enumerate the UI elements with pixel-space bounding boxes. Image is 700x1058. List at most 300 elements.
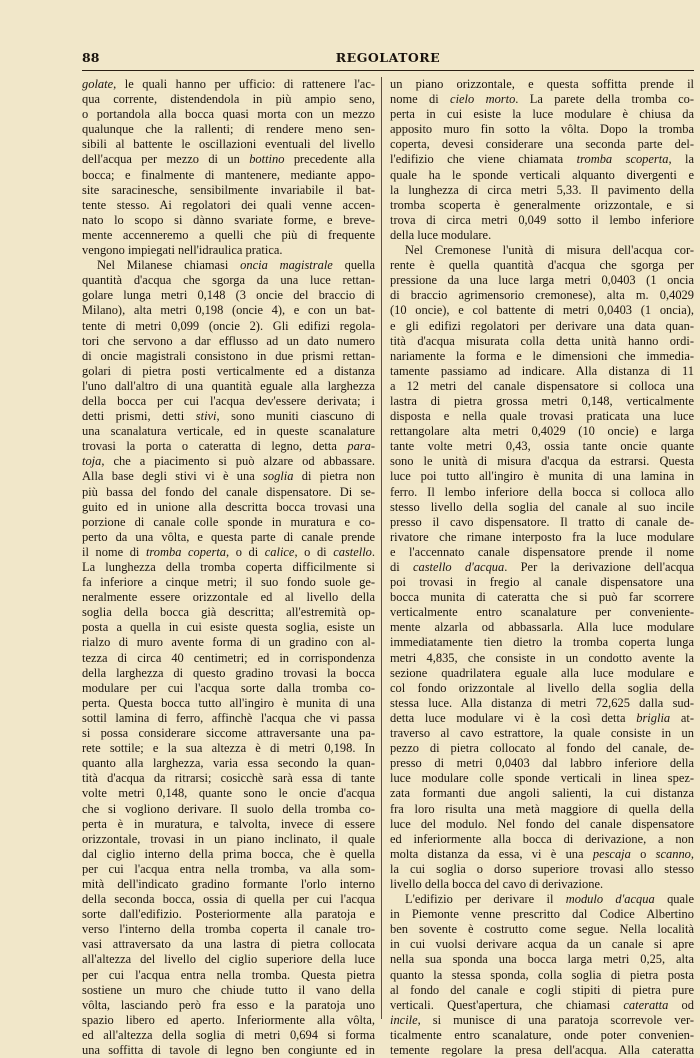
- text-run: coperta, devesi considerare una seconda parte del-: [390, 137, 694, 152]
- text-line: [82, 726, 375, 741]
- text-run: . Per la derivazione dell'acqua: [504, 560, 694, 574]
- italic-term: briglia: [636, 710, 671, 725]
- text-line: [390, 364, 694, 379]
- text-run: un piano orizzontale, e questa soffitta prende il: [390, 77, 694, 91]
- text-run: Milano), alta metri 0,198 (oncie 4), e con un bat-: [82, 303, 375, 318]
- text-run: di oncie magistrali consistono in due prismi rettan-: [82, 348, 375, 363]
- text-line: [390, 228, 694, 243]
- text-line: [390, 756, 694, 771]
- italic-term: toja: [82, 454, 102, 469]
- text-run: molta distanza da essa, vi è una: [390, 846, 593, 861]
- text-run: nariamente la forma e le dimensioni che immedia-: [390, 348, 694, 363]
- italic-term: bottino: [249, 152, 285, 167]
- text-line: [390, 711, 694, 726]
- text-run: l'uno dall'altro di una quantità eguale alla larghezza: [82, 378, 375, 393]
- italic-term: oncia magistrale: [240, 258, 333, 273]
- text-line: [82, 213, 375, 228]
- text-line: [390, 303, 694, 318]
- text-line: [82, 152, 375, 167]
- text-run: di braccio agrimensorio cremonese), alta m. 0,4029: [390, 288, 694, 303]
- text-line: [390, 213, 694, 228]
- text-line: [82, 500, 375, 515]
- text-run: Nel Cremonese l'unità di misura dell'acqua cor-: [405, 243, 694, 258]
- text-run: tente stesso. Ai regolatori dei quali venne accen-: [82, 197, 375, 212]
- text-line: [82, 454, 375, 469]
- text-line: [82, 952, 375, 967]
- text-run: di: [390, 560, 413, 574]
- text-line: [82, 802, 375, 817]
- text-run: Alla base degli stivi vi è una: [82, 469, 264, 484]
- text-line: [390, 817, 694, 832]
- text-run: quale ha le sponde verticali alquanto divergenti e: [390, 167, 694, 182]
- italic-term: soglia: [263, 469, 294, 484]
- text-run: tante volte metri 0,43, ossia tante oncie quante: [390, 439, 694, 454]
- text-run: l'edifizio che viene chiamata: [390, 152, 577, 167]
- text-run: e gli edifizi regolatori per derivare una data quan-: [390, 318, 694, 333]
- italic-term: modulo d'acqua: [565, 892, 655, 907]
- text-line: [82, 439, 375, 454]
- text-line: [390, 862, 694, 877]
- text-line: [390, 545, 694, 560]
- text-line: [82, 319, 375, 334]
- text-line: [390, 786, 694, 801]
- text-run: il nome di: [82, 544, 146, 559]
- text-run: , o di: [226, 544, 265, 559]
- text-run: dal ciglio interno della prima bocca, che è quella: [82, 846, 375, 861]
- text-line: [82, 666, 375, 681]
- text-run: al fondo del canale e cogli stipiti di pietra pure: [390, 982, 694, 997]
- text-line: [82, 107, 375, 122]
- text-line: [390, 515, 694, 530]
- text-run: della larghezza di questo gradino trovasi la bocca: [82, 665, 375, 680]
- text-run: metri 4,835, che consiste in un condotto avente la: [390, 650, 694, 665]
- text-line: [82, 273, 375, 288]
- text-line: [82, 469, 375, 484]
- text-run: poi trovasi in fregio al canale dispensatore una: [390, 575, 694, 590]
- text-run: vôlta, lasciando però fra esso e la paratoja uno: [82, 997, 375, 1012]
- italic-term: tromba scoperta: [576, 152, 669, 167]
- text-run: sibili al battente le oscillazioni eventuali del livello: [82, 137, 375, 152]
- text-run: disposta e nella quale trovasi praticata una luce: [390, 409, 694, 424]
- text-run: detta luce modulare vi è la così detta: [390, 710, 637, 725]
- text-run: at-: [670, 710, 694, 725]
- text-run: pezzo di pietra collocato al fondo del canale, de-: [390, 741, 694, 756]
- text-line: [390, 137, 694, 152]
- text-line: [390, 907, 694, 922]
- text-run: più bassa del fondo del canale dispensatore. Di se-: [82, 484, 375, 499]
- text-line: [82, 696, 375, 711]
- text-line: [390, 983, 694, 998]
- text-line: [82, 485, 375, 500]
- text-line: [390, 681, 694, 696]
- italic-term: incile: [390, 1012, 418, 1027]
- text-run: stesso livello della soglia del canale al suo incile: [390, 499, 694, 514]
- text-run: fa inferiore a cinque metri; il suo fondo suole ge-: [82, 575, 375, 590]
- text-run: per cui l'acqua entra nella tromba, va alla som-: [82, 861, 375, 876]
- text-line: [82, 183, 375, 198]
- text-run: golare lunga metri 0,148 (3 oncie del braccio di: [82, 288, 375, 303]
- text-line: [390, 258, 694, 273]
- text-run: trovasi la porta o cateratta di legno, detta: [82, 439, 348, 454]
- text-line: [390, 877, 694, 892]
- text-run: verso l'interno della tromba coperta il canale tro-: [82, 922, 375, 937]
- text-run: detti prismi, detti: [82, 409, 196, 424]
- text-run: perta è in muratura, e talvolta, invece di essere: [82, 816, 375, 831]
- text-run: vengono impiegati nell'idraulica pratica.: [82, 243, 283, 258]
- text-run: Nel Milanese chiamasi: [97, 258, 241, 273]
- text-run: bocca; e finalmente di mantenere, mediante appo-: [82, 167, 375, 182]
- text-line: [82, 605, 375, 620]
- text-line: [82, 907, 375, 922]
- text-line: [390, 469, 694, 484]
- text-run: volte metri 0,148, quante sono le oncie d'acqua: [82, 786, 375, 801]
- text-line: [82, 92, 375, 107]
- text-run: pressione da una luce larga metri 0,0403 (1 oncia: [390, 273, 694, 288]
- text-line: [82, 1028, 375, 1043]
- text-line: [82, 364, 375, 379]
- text-run: rivatore che rimane interposto fra la luce modulare: [390, 529, 694, 544]
- text-line: [82, 1043, 375, 1058]
- text-run: tità d'acqua misurata colla detta unità hanno ordi-: [390, 333, 694, 348]
- text-run: , o di: [294, 544, 334, 559]
- italic-term: para-: [347, 439, 375, 454]
- text-run: luce del modulo. Nel fondo del canale dispensatore: [390, 816, 694, 831]
- text-run: golari di pietra posti verticalmente ed a distanza: [82, 363, 375, 378]
- text-line: [390, 107, 694, 122]
- text-run: ed inferiormente alla bocca di derivazione, a non: [390, 831, 694, 846]
- text-run: mità dell'indicato gradino formante l'orlo interno: [82, 876, 375, 891]
- text-run: si possa considerare siccome attraversante una pa-: [82, 726, 375, 741]
- text-line: [390, 530, 694, 545]
- text-line: [82, 243, 375, 258]
- text-run: rettangolare alta metri 0,4029 (10 oncie) e larga: [390, 424, 694, 439]
- text-line: [390, 288, 694, 303]
- text-run: porzione di canale colle sponde in muratura e co-: [82, 514, 375, 529]
- italic-term: castello d'acqua: [412, 560, 505, 574]
- italic-term: cateratta: [623, 997, 669, 1012]
- text-line: [82, 1013, 375, 1028]
- text-line: [82, 349, 375, 364]
- text-run: La lunghezza della tromba coperta difficilmente si: [82, 560, 375, 574]
- text-run: orizzontale, trovasi in un piano inclinato, il quale: [82, 831, 375, 846]
- text-line: [390, 1043, 694, 1058]
- text-run: presso di metri 0,0403 dal labbro inferiore della: [390, 756, 694, 771]
- italic-term: calice: [264, 544, 295, 559]
- text-run: nato lo scopo si dànno svariate forme, e breve-: [82, 212, 375, 227]
- text-run: ,: [690, 846, 695, 861]
- text-run: nome di: [390, 92, 451, 107]
- text-run: ticalmente entro scanalature, onde poter convenien-: [390, 1027, 694, 1042]
- text-line: [390, 605, 694, 620]
- text-line: [82, 681, 375, 696]
- text-line: [390, 575, 694, 590]
- text-run: , la: [668, 152, 694, 167]
- text-run: , che a piacimento si può alzare od abbassare.: [101, 454, 375, 469]
- text-run: tori che servono a dar efflusso ad un dato numero: [82, 333, 375, 348]
- right-column: [390, 77, 694, 1058]
- text-run: sottil lamina di ferro, affinchè l'acqua che vi passa: [82, 710, 375, 725]
- text-run: ferro. Il lembo inferiore della bocca si colloca allo: [390, 484, 694, 499]
- text-run: (10 oncie), e col battente di metri 0,0403 (1 oncia),: [390, 303, 694, 318]
- text-run: perta. Questa bocca tutto all'ingiro è munita di una: [82, 695, 375, 710]
- text-run: vasi attraversato da una lastra di pietra collocata: [82, 937, 375, 952]
- text-run: a 12 metri del canale dispensatore si colloca una: [390, 378, 694, 393]
- text-run: stessa luce. Alla distanza di metri 72,625 dalla sud-: [390, 695, 694, 710]
- text-line: [390, 273, 694, 288]
- text-line: [82, 409, 375, 424]
- text-line: [390, 937, 694, 952]
- text-line: [82, 922, 375, 937]
- italic-term: tromba coperta: [145, 544, 226, 559]
- italic-term: pescaja: [592, 846, 631, 861]
- text-run: site saracinesche, sensibilmente invariabile il bat-: [82, 182, 375, 197]
- text-line: [390, 771, 694, 786]
- text-line: [390, 635, 694, 650]
- text-run: quanto la stessa sponda, colla soglia di pietra posta: [390, 967, 694, 982]
- text-line: [82, 771, 375, 786]
- text-line: [390, 183, 694, 198]
- text-line: [82, 786, 375, 801]
- text-run: livello della bocca del cavo di derivazione.: [390, 876, 604, 891]
- italic-term: stivi: [195, 409, 217, 424]
- text-line: [390, 922, 694, 937]
- text-run: lastra di pietra grossa metri 0,148, verticalmente: [390, 393, 694, 408]
- text-run: rialzo di muro avente forma di un gradino con al-: [82, 635, 375, 650]
- text-line: [390, 590, 694, 605]
- text-run: posta a quella in cui esiste questa soglia, esiste un: [82, 620, 375, 635]
- text-line: [82, 847, 375, 862]
- text-run: bocca munita di cateratta che si può far scorrere: [390, 590, 694, 605]
- text-run: spazio libero ed aperto. Inferiormente alla vôlta,: [82, 1012, 375, 1027]
- text-line: [390, 968, 694, 983]
- text-line: [390, 892, 694, 907]
- text-line: [390, 409, 694, 424]
- text-line: [390, 485, 694, 500]
- text-line: [82, 877, 375, 892]
- text-line: [82, 334, 375, 349]
- text-line: [390, 454, 694, 469]
- text-line: [390, 802, 694, 817]
- text-run: quantità d'acqua che sgorga da una luce rettan-: [82, 273, 375, 288]
- text-run: in Piemonte venne prescritto dal Codice Albertino: [390, 907, 694, 922]
- text-run: in cui vuolsi derivare acqua da un canale si apre: [390, 937, 694, 952]
- text-line: [390, 168, 694, 183]
- text-run: , le quali hanno per ufficio: di rattenere l'ac-: [113, 77, 375, 91]
- text-line: [82, 198, 375, 213]
- text-run: rente è quella quantità d'acqua che sgorga per: [390, 258, 694, 273]
- text-run: soglia della bocca già descritta; all'estremità op-: [82, 605, 375, 620]
- text-run: la cui soglia o dorso superiore trovasi allo stesso: [390, 861, 694, 876]
- text-run: trova di circa metri 0,049 sotto il lembo inferiore: [390, 212, 694, 227]
- text-run: apposito muro fin sotto la vôlta. Dopo la tromba: [390, 122, 694, 137]
- text-run: immediatamente tien dietro la tromba coperta lunga: [390, 635, 694, 650]
- text-line: [82, 228, 375, 243]
- page-header: [82, 50, 694, 70]
- text-run: zata formanti due angoli salienti, la cui distanza: [390, 786, 694, 801]
- italic-term: cielo morto: [450, 92, 516, 107]
- text-run: mente accenneremo a quelli che più di frequente: [82, 227, 375, 242]
- text-run: quale: [654, 892, 695, 907]
- text-run: ed all'altezza della soglia di metri 0,694 si forma: [82, 1027, 375, 1042]
- text-line: [82, 288, 375, 303]
- italic-term: castello: [333, 544, 372, 559]
- text-run: una scanalatura verticale, ed in queste scanalature: [82, 424, 375, 439]
- text-line: [390, 620, 694, 635]
- text-line: [82, 620, 375, 635]
- text-run: tromba scoperta è generalmente orizzontale, e si: [390, 197, 694, 212]
- text-line: [390, 952, 694, 967]
- text-run: fra loro risulta una metà maggiore di quella della: [390, 801, 694, 816]
- text-line: [82, 756, 375, 771]
- text-line: [82, 983, 375, 998]
- text-line: [390, 424, 694, 439]
- text-line: [390, 349, 694, 364]
- text-run: della seconda bocca, ossia di quella per cui l'acqua: [82, 892, 375, 907]
- text-line: [390, 77, 694, 92]
- left-column: [82, 77, 375, 1058]
- text-line: [82, 651, 375, 666]
- text-line: [390, 741, 694, 756]
- text-run: luce modulare colle sponde verticali in linea spez-: [390, 771, 694, 786]
- text-line: [82, 168, 375, 183]
- text-line: [390, 334, 694, 349]
- page-number: 88: [82, 50, 100, 65]
- text-line: [82, 424, 375, 439]
- text-run: verticali. Quest'apertura, che chiamasi: [390, 997, 624, 1012]
- text-line: [390, 92, 694, 107]
- text-line: [390, 1013, 694, 1028]
- column-divider: [381, 77, 382, 1019]
- text-line: [82, 635, 375, 650]
- text-run: tezza di circa 40 centimetri; ed in corrispondenza: [82, 650, 375, 665]
- text-line: [82, 77, 375, 92]
- text-line: [82, 530, 375, 545]
- text-run: precedente alla: [284, 152, 376, 167]
- text-run: o: [630, 846, 656, 861]
- text-run: di pietra non: [293, 469, 375, 484]
- text-line: [390, 560, 694, 575]
- text-line: [390, 726, 694, 741]
- text-run: nella sua sponda una bocca larga metri 0,25, alta: [390, 952, 694, 967]
- text-run: tamente passiamo ad indicare. Alla distanza di 11: [390, 363, 694, 378]
- text-line: [82, 394, 375, 409]
- text-run: ben sovente è costrutto come segue. Nella località: [390, 922, 694, 937]
- text-line: [390, 198, 694, 213]
- text-run: una soffitta di tavole di legno ben congiunte ed in: [82, 1043, 375, 1057]
- text-run: tente di metri 0,099 (oncie 2). Gli edifizi regola-: [82, 318, 375, 333]
- text-line: [390, 1028, 694, 1043]
- text-line: [390, 122, 694, 137]
- text-line: [390, 651, 694, 666]
- text-run: L'edifizio per derivare il: [405, 892, 566, 907]
- text-run: presso il cavo dispensatore. Il tratto di canale de-: [390, 514, 694, 529]
- text-line: [82, 590, 375, 605]
- text-line: [390, 666, 694, 681]
- text-run: traverso al cavo estrattore, la quale consiste in un: [390, 726, 694, 741]
- text-line: [82, 862, 375, 877]
- text-line: [390, 379, 694, 394]
- text-run: mente alzarla od abbassarla. Alla luce modulare: [390, 620, 694, 635]
- text-run: luce poi tutto all'ingiro è munita di una lamina in: [390, 469, 694, 484]
- text-run: o portandola alla bocca quasi morta con un mezzo: [82, 107, 375, 122]
- text-run: guito ed in unione alla descritta bocca trovasi una: [82, 499, 375, 514]
- text-run: la lunghezza di circa metri 5,33. Il pavimento della: [390, 182, 694, 197]
- text-run: , sono muniti ciascuno di: [216, 409, 376, 424]
- text-run: temente regolare la presa dell'acqua. Alla cateratta: [390, 1043, 694, 1057]
- text-line: [82, 515, 375, 530]
- text-run: verticalmente entro scanalature per conveniente-: [390, 605, 694, 620]
- text-run: . La parete della tromba co-: [515, 92, 694, 107]
- text-line: [390, 500, 694, 515]
- text-run: che si vogliono derivare. Il suolo della tromba co-: [82, 801, 375, 816]
- text-line: [390, 243, 694, 258]
- text-line: [390, 696, 694, 711]
- text-line: [82, 892, 375, 907]
- text-run: .: [371, 544, 375, 559]
- text-line: [390, 394, 694, 409]
- text-line: [82, 258, 375, 273]
- text-run: rete sottile; e la sua altezza è di metri 0,198. In: [82, 741, 375, 756]
- text-line: [82, 122, 375, 137]
- text-run: per cui l'acqua entra nella tromba. Questa pietra: [82, 967, 375, 982]
- running-title: REGOLATORE: [335, 50, 441, 65]
- text-run: della bocca per cui l'acqua dev'essere derivata; i: [82, 393, 375, 408]
- text-line: [82, 968, 375, 983]
- text-run: qualunque che la rallenti; di rendere meno sen-: [82, 122, 375, 137]
- text-line: [82, 741, 375, 756]
- text-run: perto da una vôlta, e questa parte di canale prende: [82, 529, 375, 544]
- text-line: [390, 319, 694, 334]
- text-run: tità d'acqua da ritrarsi; cosicchè sarà essa di tante: [82, 771, 375, 786]
- text-line: [390, 439, 694, 454]
- text-line: [82, 937, 375, 952]
- italic-term: scanno: [655, 846, 691, 861]
- text-run: col fondo orizzontale al livello della soglia della: [390, 680, 694, 695]
- text-line: [82, 998, 375, 1013]
- text-run: neralmente essere orizzontale ed al livello della: [82, 590, 375, 605]
- text-line: [82, 545, 375, 560]
- text-line: [390, 847, 694, 862]
- header-rule: [82, 70, 694, 71]
- text-run: qua corrente, distendendola in più ampio seno,: [82, 92, 375, 107]
- text-run: della luce modulare.: [390, 227, 492, 242]
- text-line: [82, 817, 375, 832]
- text-run: , si munisce di una paratoja scorrevole ver-: [417, 1012, 694, 1027]
- text-line: [82, 560, 375, 575]
- text-run: e l'accennato canale dispensatore prende il nome: [390, 544, 694, 559]
- text-run: sostiene un muro che chiude tutto il vano della: [82, 982, 375, 997]
- text-run: modulare per cui l'acqua sorte dalla tromba co-: [82, 680, 375, 695]
- text-run: od: [668, 997, 694, 1012]
- text-run: dell'acqua per mezzo di un: [82, 152, 250, 167]
- text-line: [82, 379, 375, 394]
- text-line: [390, 832, 694, 847]
- text-run: sezione quadrilatera eguale alla luce modulare e: [390, 665, 694, 680]
- text-line: [82, 303, 375, 318]
- text-line: [390, 152, 694, 167]
- text-line: [82, 711, 375, 726]
- text-run: sono le unità di misura d'acqua da estrarsi. Questa: [390, 454, 694, 469]
- italic-term: golate: [82, 77, 114, 91]
- text-run: perta in cui esiste la luce modulare è chiusa da: [390, 107, 694, 122]
- text-line: [82, 137, 375, 152]
- text-run: quanto alla larghezza, varia essa secondo la quan-: [82, 756, 375, 771]
- text-run: quella: [332, 258, 375, 273]
- text-line: [82, 575, 375, 590]
- text-run: sorte dall'edifizio. Posteriormente alla paratoja e: [82, 907, 375, 922]
- text-line: [82, 832, 375, 847]
- text-run: all'altezza del livello del ciglio superiore della luce: [82, 952, 375, 967]
